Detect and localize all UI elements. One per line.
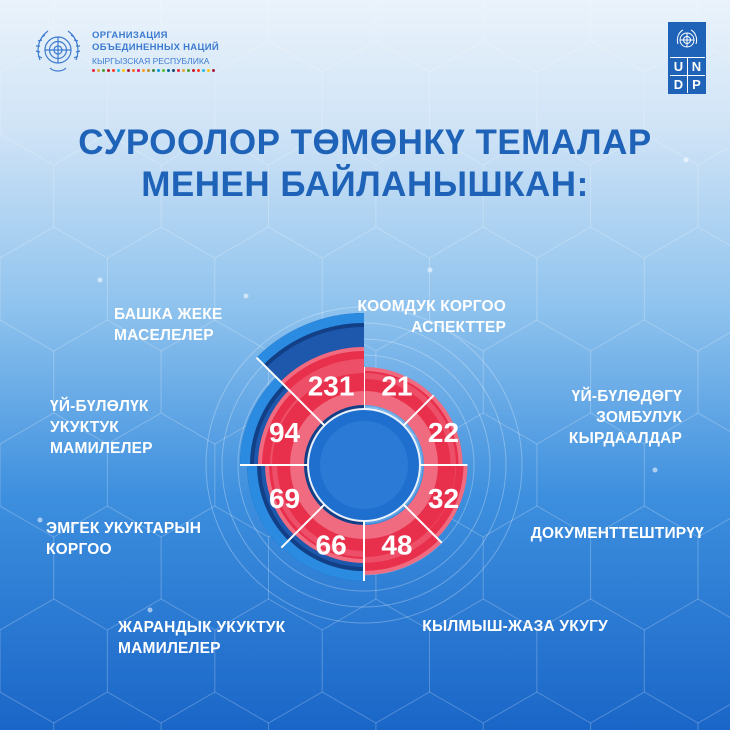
org-country: КЫРГЫЗСКАЯ РЕСПУБЛИКА (92, 56, 210, 66)
chart-center-inner (320, 421, 408, 509)
value-label: 69 (268, 482, 301, 514)
value-label: 66 (315, 529, 347, 561)
label-line: АСПЕКТТЕР (411, 319, 506, 336)
value-label: 48 (381, 529, 413, 561)
value-label: 231 (307, 370, 355, 402)
undp-letter-n: N (687, 57, 705, 75)
undp-letter-p: P (687, 75, 705, 93)
undp-letter-d: D (670, 75, 687, 93)
value-label: 32 (427, 482, 460, 514)
label-line: ЗОМБУЛУК (596, 409, 682, 426)
undp-letter-u: U (670, 57, 687, 75)
label-line: УКУКТУК (50, 419, 119, 436)
label-other-issues (114, 304, 222, 346)
label-line: ЖАРАНДЫК УКУКТУК (118, 619, 286, 636)
label-labor-rights (46, 518, 201, 560)
label-social-protection (358, 296, 506, 338)
value-label: 21 (381, 370, 413, 402)
title-line1: СУРООЛОР ТӨМӨНКҮ ТЕМАЛАР (78, 123, 652, 162)
label-line: ДОКУМЕНТТЕШТИРҮҮ (530, 525, 704, 542)
label-line: МАМИЛЕЛЕР (50, 440, 153, 457)
label-line: МАСЕЛЕЛЕР (114, 327, 214, 344)
title-line2: МЕНЕН БАЙЛАНЫШКАН: (141, 165, 589, 204)
label-criminal-law (422, 616, 608, 637)
org-name-line2: ОБЪЕДИНЕННЫХ НАЦИЙ (92, 42, 219, 53)
label-line: ҮЙ-БҮЛӨДӨГҮ (571, 388, 682, 405)
value-label: 22 (427, 417, 460, 449)
label-line: КООМДУК КОРГОО (357, 298, 506, 315)
org-name-line1: ОРГАНИЗАЦИЯ (92, 30, 168, 41)
label-line: МАМИЛЕЛЕР (118, 640, 221, 657)
label-domestic-violence (569, 386, 682, 449)
value-label: 94 (268, 417, 301, 449)
label-line: КОРГОО (46, 541, 112, 558)
label-line: ҮЙ-БҮЛӨЛҮК (50, 398, 149, 415)
label-family-relations (50, 396, 153, 459)
label-documentation (531, 523, 704, 544)
label-civil-relations (118, 617, 285, 659)
label-line: КЫРДААЛДАР (568, 430, 682, 447)
label-line: КЫЛМЫШ-ЖАЗА УКУГУ (422, 618, 608, 635)
label-line: ЭМГЕК УКУКТАРЫН (46, 520, 202, 537)
label-line: БАШКА ЖЕКЕ (114, 306, 223, 323)
